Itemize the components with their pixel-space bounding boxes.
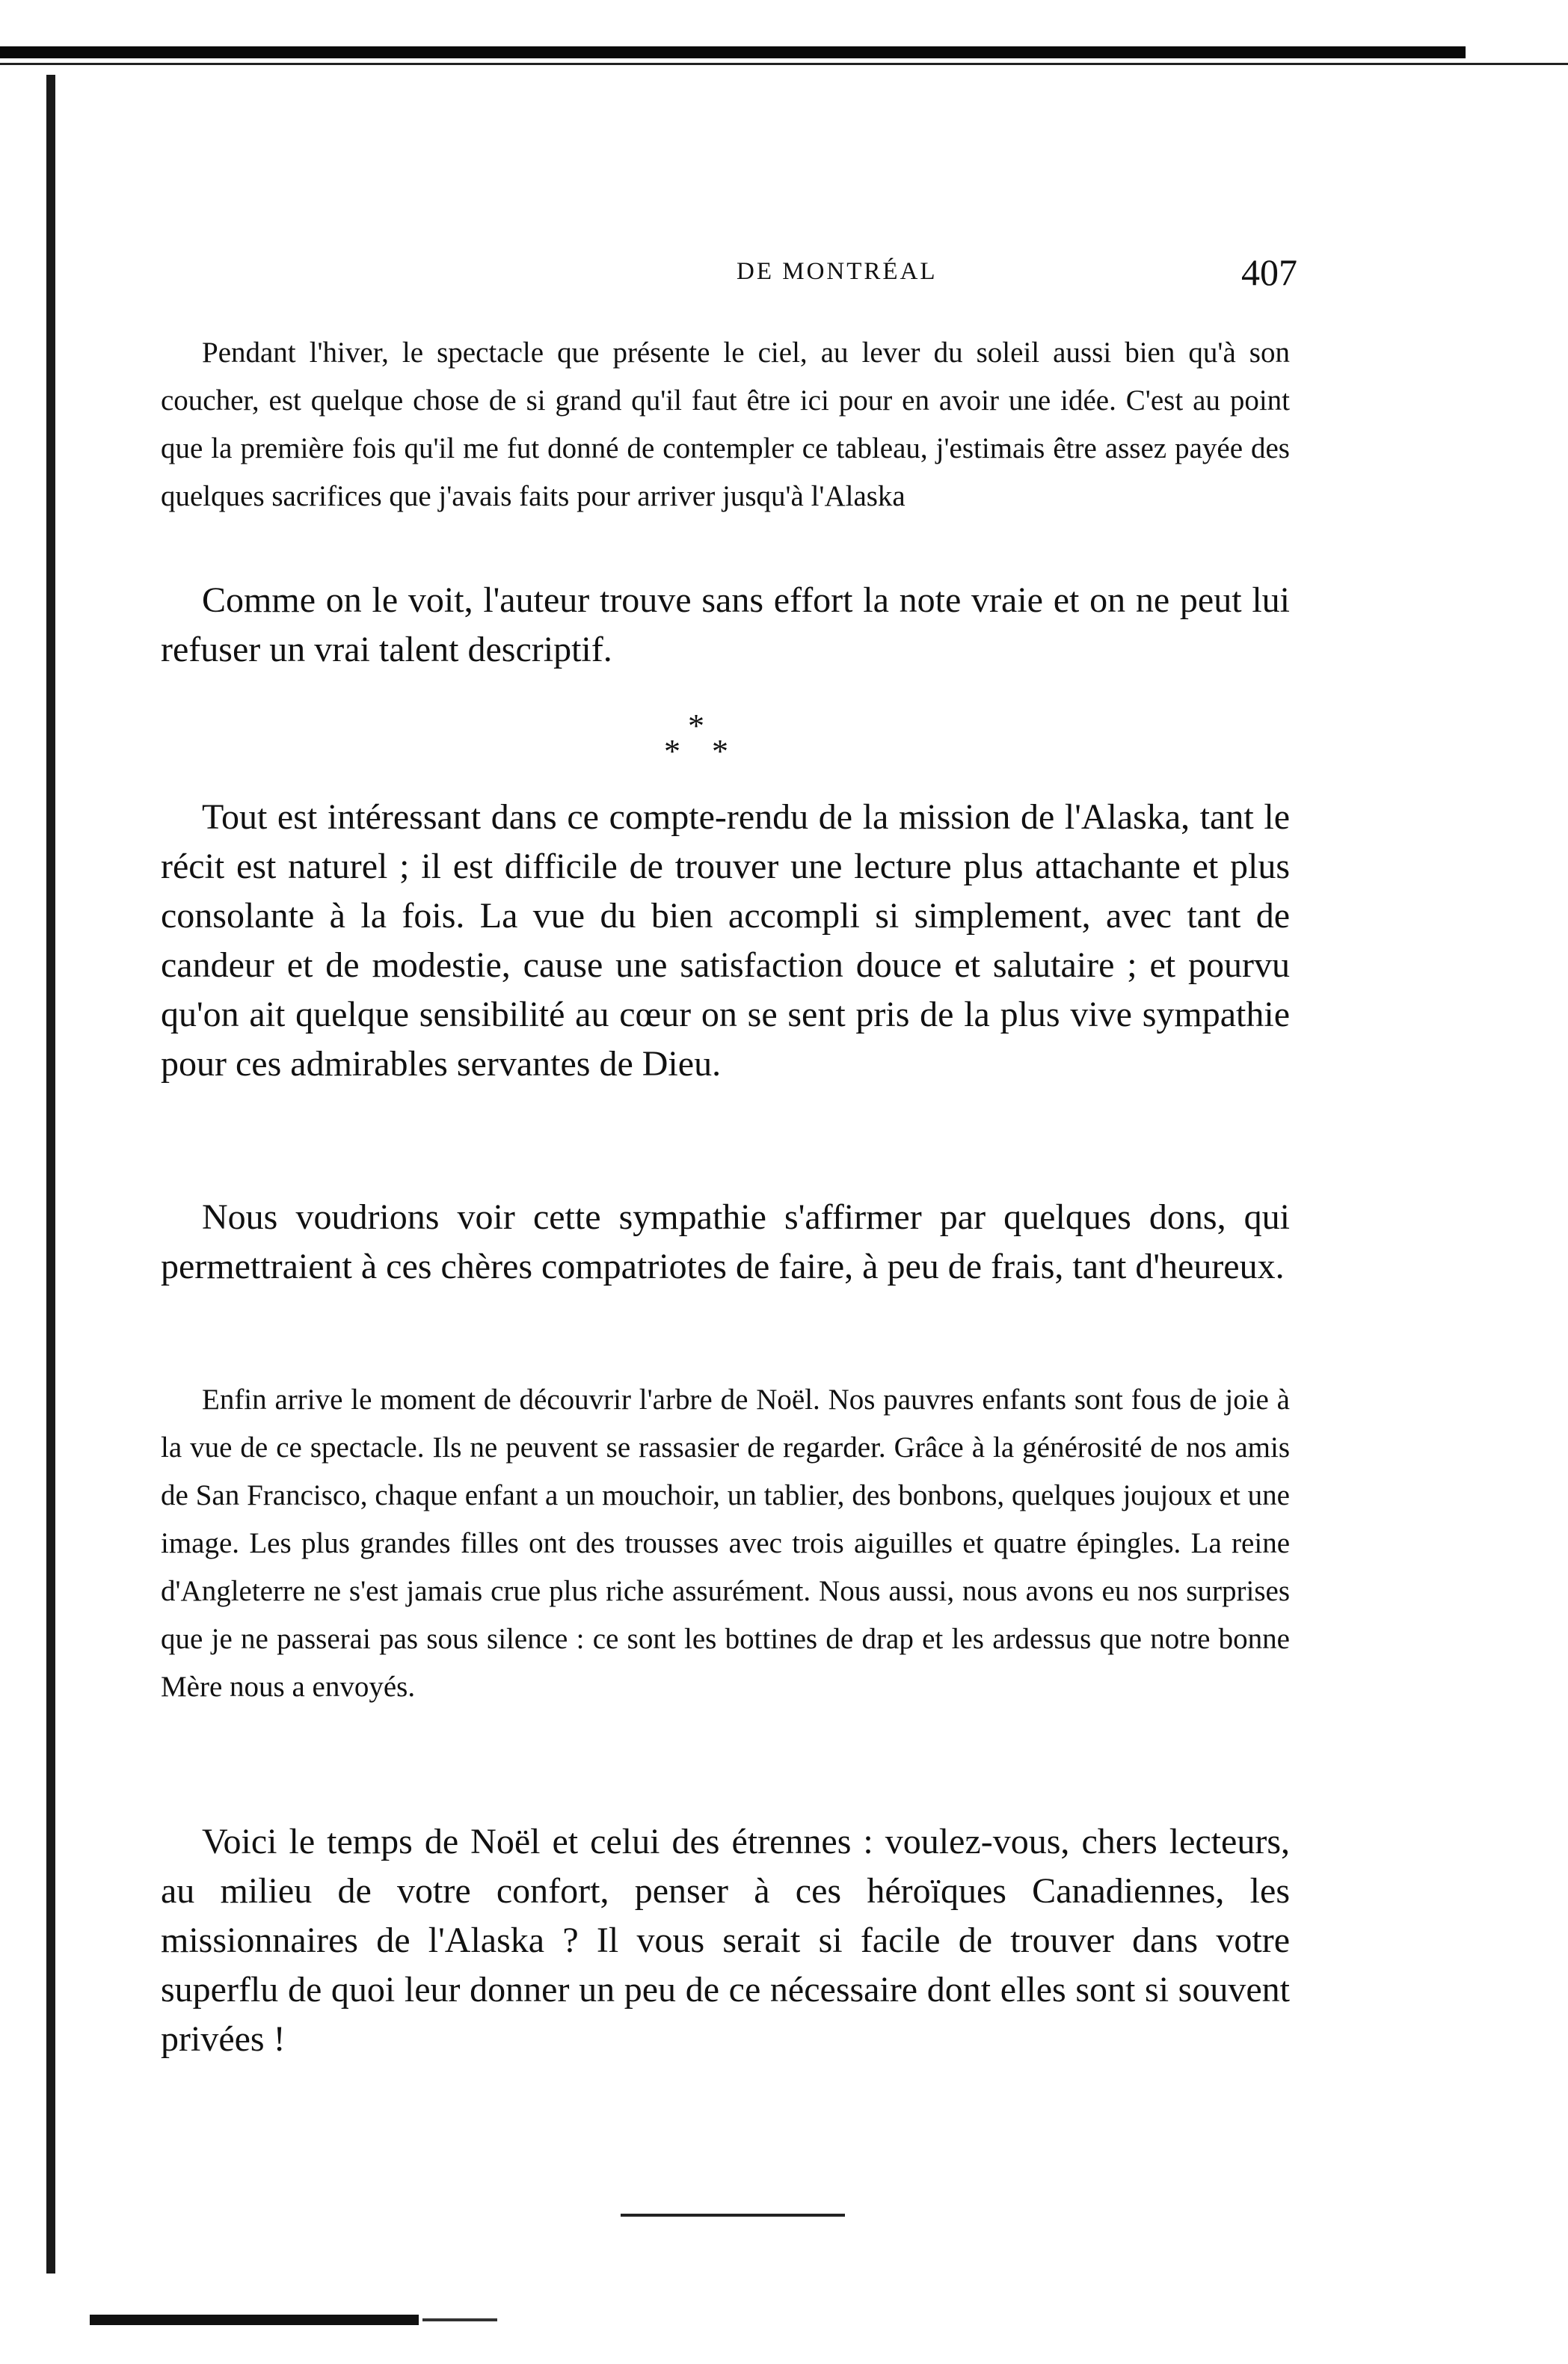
body-block-3 <box>161 1817 1290 2064</box>
left-binding-edge <box>46 75 55 2274</box>
bottom-rule <box>90 2315 419 2325</box>
body-paragraph: Voici le temps de Noël et celui des étrennes : voulez-vous, chers lecteurs, au milieu de votre confort, penser à ces héroïques Canadiennes, les missionnaires de l'Alaska ? Il vous serait si facile de trouver dans votre superflu de quoi leur donner un peu de ce nécessaire dont elles sont si souvent privées ! <box>161 1822 1290 2059</box>
asterism-star: * <box>664 733 680 770</box>
top-rule-thin <box>0 63 1568 65</box>
quote-paragraph: Pendant l'hiver, le spectacle que présente le ciel, au lever du soleil aussi bien qu'à son coucher, est quelque chose de si grand qu'il faut être ici pour en avoir une idée. C'est au point que la première fois qu'il me fut donné de contempler ce tableau, j'estimais être assez payée des quelques sacrifices que j'avais faits pour arriver jusqu'à l'Alaska <box>161 337 1290 512</box>
body-paragraph: Comme on le voit, l'auteur trouve sans effort la note vraie et on ne peut lui refuser un vrai talent descriptif. <box>161 580 1290 669</box>
quote-block-1 <box>161 329 1290 521</box>
quote-paragraph: Enfin arrive le moment de découvrir l'arbre de Noël. Nos pauvres enfants sont fous de joie à la vue de ce spectacle. Ils ne peuvent se rassasier de regarder. Grâce à la générosité de nos amis de San Francisco, chaque enfant a un mouchoir, un tablier, des bonbons, quelques joujoux et une image. Les plus grandes filles ont des trousses avec trois aiguilles et quatre épingles. La reine d'Angleterre ne s'est jamais crue plus riche assurément. Nous aussi, nous avons eu nos surprises que je ne passerai pas sous silence : ce sont les bottines de drap et les ardessus que notre bonne Mère nous a envoyés. <box>161 1384 1290 1703</box>
page-number: 407 <box>1241 251 1297 293</box>
body-paragraph: Nous voudrions voir cette sympathie s'affirmer par quelques dons, qui permettraient à ces chères compatriotes de faire, à peu de frais, tant d'heureux. <box>161 1197 1290 1286</box>
asterism-star: * <box>712 733 728 770</box>
end-rule <box>621 2214 845 2217</box>
page-header <box>213 251 1297 303</box>
body-paragraph: Tout est intéressant dans ce compte-rendu de la mission de l'Alaska, tant le récit est naturel ; il est difficile de trouver une lecture plus attachante et plus consolante à la fois. La vue du bien accompli si simplement, avec tant de candeur et de modestie, cause une satisfaction douce et salutaire ; et pourvu qu'on ait quelque sensibilité au cœur on se sent pris de la plus vive sympathie pour ces admirables servantes de Dieu. <box>161 797 1290 1084</box>
section-asterism <box>658 707 748 774</box>
asterism-star: * <box>688 707 704 744</box>
bottom-rule-thin <box>422 2318 497 2321</box>
running-head: DE MONTRÉAL <box>737 258 938 285</box>
comment-block <box>161 576 1290 675</box>
quote-block-2 <box>161 1376 1290 1711</box>
body-block-2 <box>161 1193 1290 1292</box>
body-block-1 <box>161 793 1290 1089</box>
top-rule <box>0 46 1466 58</box>
